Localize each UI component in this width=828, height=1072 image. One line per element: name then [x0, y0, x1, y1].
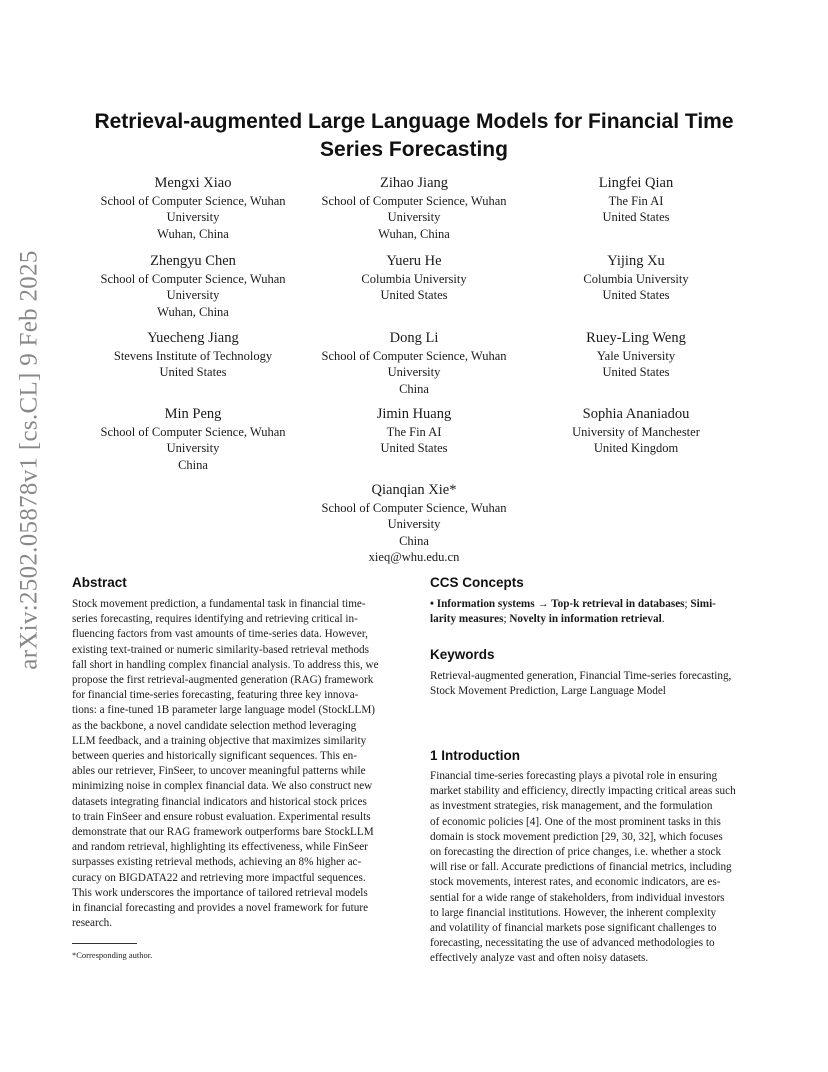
- introduction-line: will rise or fall. Accurate predictions of financial metrics, including: [430, 861, 732, 874]
- author-affiliation: United States: [159, 365, 227, 380]
- introduction-line: on forecasting the direction of price changes, i.e. whether a stock: [430, 846, 722, 859]
- author-affiliation: School of Computer Science, Wuhan: [321, 349, 507, 363]
- author-name: Min Peng: [164, 406, 222, 422]
- author-affiliation: China: [399, 381, 429, 396]
- abstract-line: fall short in handling complex financial analysis. To address this, we: [72, 658, 379, 671]
- abstract-line: in financial forecasting and provides a novel framework for future: [72, 902, 369, 915]
- author-affiliation: Columbia University: [583, 272, 689, 286]
- author-entry: [284, 405, 544, 457]
- author-entry: [284, 174, 544, 242]
- ccs-concept-2a: Simi-: [690, 598, 716, 610]
- author-name: Zihao Jiang: [379, 175, 449, 191]
- abstract-line: for financial time-series forecasting, featuring three key innova-: [72, 689, 359, 702]
- abstract-line: LLM feedback, and a training objective that maximizes similarity: [72, 734, 367, 747]
- author-entry: [284, 252, 544, 304]
- author-name: Mengxi Xiao: [154, 175, 232, 191]
- abstract-line: surpasses existing retrieval methods, achieving an 8% higher ac-: [72, 856, 362, 869]
- ccs-concept-3: Novelty in information retrieval: [509, 613, 662, 626]
- abstract-line: propose the first retrieval-augmented generation (RAG) framework: [72, 674, 374, 687]
- abstract-line: fluencing factors from vast amounts of time-series data. However,: [72, 628, 368, 641]
- introduction-line: sential for a wide range of stakeholders, from individual investors: [430, 891, 725, 904]
- author-affiliation: University: [387, 517, 441, 532]
- introduction-line: stock movements, interest rates, and economic indicators, are es-: [430, 876, 721, 889]
- arxiv-identifier-text: arXiv:2502.05878v1 [cs.CL] 9 Feb 2025: [16, 250, 44, 670]
- paper-title: [60, 108, 768, 164]
- author-affiliation: China: [178, 457, 208, 472]
- author-affiliation: School of Computer Science, Wuhan: [321, 501, 507, 515]
- abstract-line: research.: [72, 917, 113, 930]
- author-affiliation: University: [166, 210, 220, 225]
- author-entry: [284, 481, 544, 565]
- author-name: Yijing Xu: [607, 253, 665, 269]
- ccs-concept-1: • Information systems → Top-k retrieval in databases: [430, 598, 685, 610]
- author-affiliation: United States: [602, 210, 670, 225]
- ccs-sep-2: ;: [503, 613, 510, 626]
- author-entry: [506, 252, 766, 304]
- introduction-line: forecasting, necessitating the use of advanced methodologies to: [430, 937, 715, 950]
- author-affiliation: United Kingdom: [593, 441, 679, 456]
- introduction-line: and volatility of financial markets pose significant challenges to: [430, 922, 717, 935]
- abstract-line: existing text-trained or numeric similarity-based retrieval methods: [72, 643, 369, 656]
- introduction-heading: 1 Introduction: [430, 748, 520, 763]
- author-affiliation: United States: [602, 365, 670, 380]
- ccs-concept-2b: larity measures: [430, 613, 504, 626]
- author-entry: [506, 329, 766, 381]
- abstract-line: Stock movement prediction, a fundamental task in financial time-: [72, 598, 366, 610]
- arxiv-identifier: [12, 140, 48, 780]
- author-entry: [284, 329, 544, 397]
- author-name: Sophia Ananiadou: [582, 406, 690, 422]
- abstract-line: as the backbone, a novel candidate selection method leveraging: [72, 719, 357, 732]
- author-name: Yuecheng Jiang: [147, 330, 239, 346]
- author-affiliation: Wuhan, China: [157, 226, 229, 241]
- author-affiliation: Wuhan, China: [378, 226, 450, 241]
- abstract-line: between queries and historically significant sequences. This en-: [72, 750, 357, 763]
- introduction-line: market stability and efficiency, directly impacting critical areas such: [430, 785, 736, 798]
- author-affiliation: Yale University: [596, 349, 676, 363]
- abstract-line: and random retrieval, highlighting its effectiveness, while FinSeer: [72, 841, 368, 854]
- abstract-line: minimizing noise in complex financial data. We also construct new: [72, 780, 373, 793]
- abstract-line: to train FinSeer and ensure robust evaluation. Experimental results: [72, 810, 371, 823]
- author-affiliation: Columbia University: [361, 272, 467, 286]
- keywords-body: [430, 669, 760, 699]
- ccs-sep-1: ;: [684, 598, 691, 610]
- abstract-line: tions: a fine-tuned 1B parameter large language model (StockLLM): [72, 704, 376, 717]
- introduction-line: effectively analyze vast and often noisy datasets.: [430, 952, 649, 965]
- author-affiliation: University of Manchester: [572, 425, 700, 439]
- author-affiliation: University: [387, 365, 441, 380]
- keywords-line: Retrieval-augmented generation, Financial Time-series forecasting,: [430, 670, 732, 682]
- author-affiliation: School of Computer Science, Wuhan: [321, 194, 507, 208]
- introduction-line: as investment strategies, risk management, and the formulation: [430, 800, 713, 813]
- author-affiliation: China: [399, 533, 429, 548]
- author-affiliation: Stevens Institute of Technology: [113, 349, 273, 363]
- title-line-2: Series Forecasting: [320, 138, 508, 161]
- author-email: xieq@whu.edu.cn: [368, 549, 460, 564]
- keywords-heading: Keywords: [430, 647, 495, 662]
- author-name: Yueru He: [386, 253, 442, 269]
- footnote-rule: [72, 943, 137, 944]
- author-name: Qianqian Xie*: [371, 482, 457, 498]
- author-name: Lingfei Qian: [598, 175, 674, 191]
- author-affiliation: University: [166, 288, 220, 303]
- author-affiliation: The Fin AI: [386, 425, 442, 439]
- author-name: Jimin Huang: [376, 406, 452, 422]
- author-affiliation: The Fin AI: [608, 194, 664, 208]
- author-affiliation: University: [387, 210, 441, 225]
- title-line-1: Retrieval-augmented Large Language Models for Financial Time: [94, 110, 734, 133]
- author-affiliation: School of Computer Science, Wuhan: [100, 194, 286, 208]
- abstract-line: ables our retriever, FinSeer, to uncover meaningful patterns while: [72, 765, 366, 778]
- introduction-line: domain is stock movement prediction [29, 30, 32], which focuses: [430, 830, 723, 843]
- abstract-line: datasets integrating financial indicators and historical stock prices: [72, 795, 367, 808]
- abstract-heading: Abstract: [72, 575, 127, 590]
- author-name: Dong Li: [389, 330, 439, 346]
- author-affiliation: School of Computer Science, Wuhan: [100, 272, 286, 286]
- ccs-body: [430, 597, 760, 627]
- ccs-end: .: [661, 613, 665, 626]
- footnote: *Corresponding author.: [72, 950, 153, 960]
- author-affiliation: Wuhan, China: [157, 304, 229, 319]
- introduction-line: Financial time-series forecasting plays a pivotal role in ensuring: [430, 770, 718, 782]
- author-affiliation: United States: [380, 441, 448, 456]
- abstract-line: This work underscores the importance of tailored retrieval models: [72, 886, 368, 899]
- ccs-line-1: [430, 597, 760, 612]
- author-affiliation: School of Computer Science, Wuhan: [100, 425, 286, 439]
- abstract-line: series forecasting, requires identifying and retrieving critical in-: [72, 613, 358, 626]
- abstract-line: curacy on BIGDATA22 and retrieving more impactful sequences.: [72, 871, 366, 884]
- introduction-line: to large financial institutions. However, the inherent complexity: [430, 906, 717, 919]
- abstract-line: demonstrate that our RAG framework outperforms bare StockLLM: [72, 826, 374, 839]
- ccs-heading: CCS Concepts: [430, 575, 524, 590]
- author-name: Zhengyu Chen: [150, 253, 236, 269]
- author-name: Ruey-Ling Weng: [586, 330, 686, 346]
- author-affiliation: United States: [602, 288, 670, 303]
- author-entry: [506, 174, 766, 226]
- author-entry: [506, 405, 766, 457]
- introduction-body: [430, 769, 760, 967]
- abstract-body: [72, 597, 401, 931]
- keywords-line: Stock Movement Prediction, Large Language Model: [430, 685, 666, 698]
- introduction-line: of economic policies [4]. One of the most prominent tasks in this: [430, 815, 721, 828]
- ccs-line-2: [430, 612, 760, 627]
- author-affiliation: United States: [380, 288, 448, 303]
- author-affiliation: University: [166, 441, 220, 456]
